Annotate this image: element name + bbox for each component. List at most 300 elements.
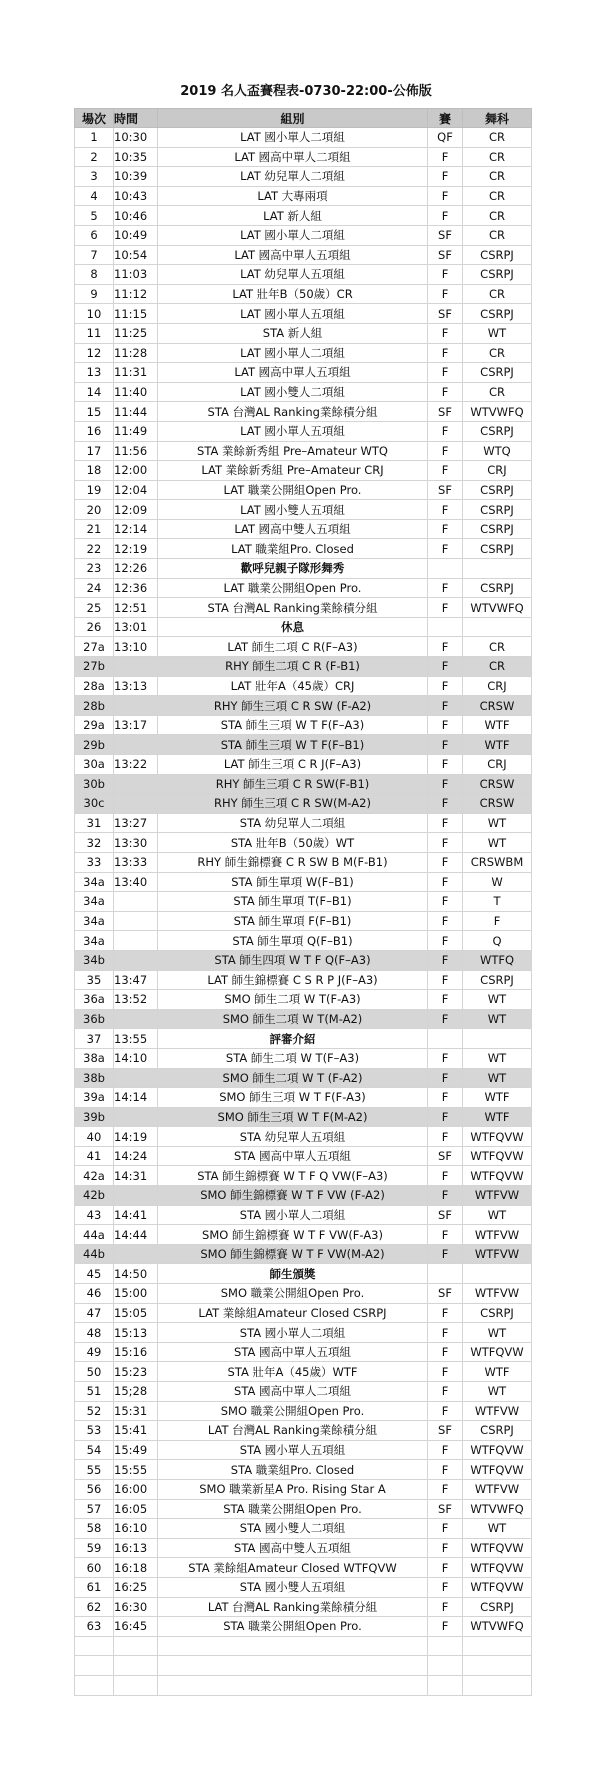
match-round: F (428, 1362, 463, 1382)
match-number: 11 (75, 323, 114, 343)
table-row (75, 363, 532, 383)
match-number: 59 (75, 1538, 114, 1558)
match-round: SF (428, 304, 463, 324)
match-round: F (428, 1519, 463, 1539)
match-dance: WTFQVW (463, 1342, 532, 1362)
match-round: SF (428, 1205, 463, 1225)
table-row (75, 1499, 532, 1519)
match-round: F (428, 755, 463, 775)
table-row (75, 1088, 532, 1108)
match-dance: CSRPJ (463, 245, 532, 265)
table-row (75, 343, 532, 363)
match-group: LAT 國高中單人五項組 (158, 245, 428, 265)
match-dance: WTFVW (463, 1284, 532, 1304)
match-dance: WTFVW (463, 1244, 532, 1264)
match-group: LAT 台灣AL Ranking業餘積分組 (158, 1597, 428, 1617)
match-time: 12:19 (114, 539, 158, 559)
match-dance: F (463, 911, 532, 931)
match-round: QF (428, 128, 463, 148)
table-row (75, 1342, 532, 1362)
match-time (114, 911, 158, 931)
match-round: F (428, 363, 463, 383)
match-dance: WT (463, 1323, 532, 1343)
blank-cell (158, 1636, 428, 1656)
match-round: F (428, 323, 463, 343)
match-group: LAT 國小單人二項組 (158, 343, 428, 363)
match-dance: WTF (463, 1088, 532, 1108)
match-round: F (428, 872, 463, 892)
match-time: 13:55 (114, 1029, 158, 1049)
match-dance: WTFQVW (463, 1146, 532, 1166)
match-number: 25 (75, 598, 114, 618)
match-dance: WTQ (463, 441, 532, 461)
match-number: 42b (75, 1186, 114, 1206)
match-number: 57 (75, 1499, 114, 1519)
match-round: F (428, 735, 463, 755)
table-row (75, 1048, 532, 1068)
match-round (428, 617, 463, 637)
table-row (75, 539, 532, 559)
match-round: F (428, 1166, 463, 1186)
match-number: 15 (75, 402, 114, 422)
match-time: 11:40 (114, 382, 158, 402)
match-group: LAT 幼兒單人二項組 (158, 167, 428, 187)
match-group: RHY 師生錦標賽 C R SW B M(F-B1) (158, 852, 428, 872)
match-round: F (428, 833, 463, 853)
table-row (75, 990, 532, 1010)
match-group: LAT 師生錦標賽 C S R P J(F–A3) (158, 970, 428, 990)
match-round: F (428, 1597, 463, 1617)
table-row (75, 304, 532, 324)
match-group: LAT 職業公開組Open Pro. (158, 480, 428, 500)
match-number: 1 (75, 128, 114, 148)
match-round: F (428, 441, 463, 461)
blank-cell (75, 1636, 114, 1656)
match-number: 46 (75, 1284, 114, 1304)
table-row (75, 480, 532, 500)
match-round: F (428, 1303, 463, 1323)
match-time: 15:13 (114, 1323, 158, 1343)
match-group: LAT 國高中雙人五項組 (158, 519, 428, 539)
match-number: 52 (75, 1401, 114, 1421)
match-time: 16:05 (114, 1499, 158, 1519)
match-number: 36a (75, 990, 114, 1010)
match-dance: WTFQVW (463, 1558, 532, 1578)
match-dance: CSRPJ (463, 265, 532, 285)
match-dance: CSRPJ (463, 500, 532, 520)
table-row (75, 774, 532, 794)
match-time: 13:22 (114, 755, 158, 775)
table-row (75, 950, 532, 970)
match-dance: WTVWFQ (463, 1499, 532, 1519)
match-dance: CRSW (463, 794, 532, 814)
match-time: 13:30 (114, 833, 158, 853)
match-dance: WT (463, 990, 532, 1010)
match-group: 師生頒獎 (158, 1264, 428, 1284)
match-number: 24 (75, 578, 114, 598)
match-number: 56 (75, 1479, 114, 1499)
match-round: F (428, 167, 463, 187)
match-time: 10:39 (114, 167, 158, 187)
match-group: SMO 師生錦標賽 W T F VW(M-A2) (158, 1244, 428, 1264)
match-round: F (428, 382, 463, 402)
match-group: SMO 師生三項 W T F(M-A2) (158, 1107, 428, 1127)
match-dance: T (463, 892, 532, 912)
match-number: 35 (75, 970, 114, 990)
match-round: F (428, 1127, 463, 1147)
table-row (75, 1205, 532, 1225)
match-group: STA 國小單人二項組 (158, 1323, 428, 1343)
match-group: STA 國小雙人五項組 (158, 1577, 428, 1597)
table-row (75, 1597, 532, 1617)
match-group: LAT 壯年B（50歲）CR (158, 284, 428, 304)
match-number: 39b (75, 1107, 114, 1127)
match-time (114, 931, 158, 951)
table-row (75, 735, 532, 755)
match-dance: CRSW (463, 696, 532, 716)
match-round: F (428, 696, 463, 716)
match-time: 13:33 (114, 852, 158, 872)
match-number: 3 (75, 167, 114, 187)
table-row (75, 794, 532, 814)
match-round: F (428, 1401, 463, 1421)
match-time: 10:46 (114, 206, 158, 226)
table-row (75, 382, 532, 402)
table-row (75, 715, 532, 735)
match-time: 14:50 (114, 1264, 158, 1284)
match-round: F (428, 1009, 463, 1029)
match-dance: WT (463, 813, 532, 833)
match-group: STA 台灣AL Ranking業餘積分組 (158, 402, 428, 422)
match-group: STA 壯年B（50歲）WT (158, 833, 428, 853)
table-row (75, 1186, 532, 1206)
blank-cell (114, 1675, 158, 1695)
match-time: 16:10 (114, 1519, 158, 1539)
table-row (75, 167, 532, 187)
match-time (114, 696, 158, 716)
match-group: RHY 師生三項 C R SW(M-A2) (158, 794, 428, 814)
match-dance: CR (463, 382, 532, 402)
match-round: F (428, 794, 463, 814)
match-dance: CRJ (463, 676, 532, 696)
match-time: 13:47 (114, 970, 158, 990)
blank-cell (463, 1675, 532, 1695)
match-number: 30b (75, 774, 114, 794)
match-group: LAT 國高中單人五項組 (158, 363, 428, 383)
match-dance: WT (463, 1048, 532, 1068)
match-time: 14:44 (114, 1225, 158, 1245)
match-group: SMO 師生二項 W T(F-A3) (158, 990, 428, 1010)
match-time: 11:25 (114, 323, 158, 343)
blank-cell (428, 1656, 463, 1676)
match-number: 36b (75, 1009, 114, 1029)
match-time: 10:30 (114, 128, 158, 148)
match-number: 43 (75, 1205, 114, 1225)
table-row (75, 598, 532, 618)
match-time (114, 794, 158, 814)
match-number: 27a (75, 637, 114, 657)
match-group: STA 職業公開組Open Pro. (158, 1617, 428, 1637)
match-number: 30a (75, 755, 114, 775)
match-time: 11:28 (114, 343, 158, 363)
match-group: STA 國高中雙人五項組 (158, 1538, 428, 1558)
match-round: F (428, 931, 463, 951)
match-round: F (428, 1225, 463, 1245)
match-number: 22 (75, 539, 114, 559)
match-time: 15:00 (114, 1284, 158, 1304)
match-number: 20 (75, 500, 114, 520)
match-round: F (428, 1323, 463, 1343)
match-group: 歡呼兒親子隊形舞秀 (158, 559, 428, 579)
match-time (114, 1068, 158, 1088)
table-row (75, 1401, 532, 1421)
match-time: 11:56 (114, 441, 158, 461)
schedule-table (74, 108, 532, 1696)
match-round: SF (428, 1421, 463, 1441)
match-dance: CR (463, 206, 532, 226)
table-row (75, 1166, 532, 1186)
match-group: LAT 國小單人二項組 (158, 225, 428, 245)
match-round: F (428, 1479, 463, 1499)
match-dance: CRSW (463, 774, 532, 794)
match-time: 12:36 (114, 578, 158, 598)
table-row (75, 1538, 532, 1558)
match-dance (463, 1029, 532, 1049)
match-round: F (428, 715, 463, 735)
match-round: F (428, 1460, 463, 1480)
match-round: F (428, 539, 463, 559)
match-group: LAT 大專兩項 (158, 186, 428, 206)
match-round: SF (428, 225, 463, 245)
blank-cell (114, 1636, 158, 1656)
table-row (75, 128, 532, 148)
table-row (75, 852, 532, 872)
match-round: F (428, 1440, 463, 1460)
match-group: LAT 師生二項 C R(F–A3) (158, 637, 428, 657)
match-group: SMO 師生錦標賽 W T F VW (F-A2) (158, 1186, 428, 1206)
match-round (428, 1264, 463, 1284)
table-row (75, 421, 532, 441)
match-dance: WTFVW (463, 1401, 532, 1421)
match-time: 16:30 (114, 1597, 158, 1617)
match-dance: CSRPJ (463, 519, 532, 539)
match-dance: CR (463, 637, 532, 657)
table-row (75, 461, 532, 481)
table-row (75, 206, 532, 226)
match-round (428, 1029, 463, 1049)
match-dance: CR (463, 284, 532, 304)
match-time: 16:18 (114, 1558, 158, 1578)
table-row (75, 833, 532, 853)
match-time: 15:31 (114, 1401, 158, 1421)
match-group: STA 師生單項 F(F–B1) (158, 911, 428, 931)
match-round: F (428, 1558, 463, 1578)
match-dance: CSRPJ (463, 1303, 532, 1323)
match-dance: WT (463, 1205, 532, 1225)
match-number: 34a (75, 872, 114, 892)
match-number: 18 (75, 461, 114, 481)
match-round: F (428, 1186, 463, 1206)
match-number: 17 (75, 441, 114, 461)
match-time: 13:10 (114, 637, 158, 657)
match-dance: WT (463, 1068, 532, 1088)
match-number: 19 (75, 480, 114, 500)
table-row (75, 402, 532, 422)
match-dance: CSRPJ (463, 421, 532, 441)
match-round: F (428, 1244, 463, 1264)
blank-cell (428, 1675, 463, 1695)
match-dance: WTVWFQ (463, 1617, 532, 1637)
table-row (75, 931, 532, 951)
table-row (75, 559, 532, 579)
match-number: 23 (75, 559, 114, 579)
match-group: SMO 職業公開組Open Pro. (158, 1284, 428, 1304)
match-number: 29a (75, 715, 114, 735)
table-row (75, 970, 532, 990)
match-number: 28a (75, 676, 114, 696)
match-dance: CRJ (463, 755, 532, 775)
match-round: SF (428, 402, 463, 422)
match-dance: WTFQVW (463, 1440, 532, 1460)
match-time (114, 774, 158, 794)
match-number: 58 (75, 1519, 114, 1539)
match-time: 11:49 (114, 421, 158, 441)
match-round: F (428, 1068, 463, 1088)
table-row (75, 892, 532, 912)
match-dance: WTFVW (463, 1186, 532, 1206)
table-row (75, 1577, 532, 1597)
match-number: 48 (75, 1323, 114, 1343)
match-time: 14:19 (114, 1127, 158, 1147)
table-row (75, 1382, 532, 1402)
match-group: STA 國小單人二項組 (158, 1205, 428, 1225)
header-dance: 舞科 (463, 109, 532, 128)
match-dance (463, 559, 532, 579)
table-row (75, 1009, 532, 1029)
match-time: 15:05 (114, 1303, 158, 1323)
match-time: 13:52 (114, 990, 158, 1010)
match-time (114, 950, 158, 970)
match-time: 12:04 (114, 480, 158, 500)
match-dance: CSRPJ (463, 970, 532, 990)
match-dance: WTVWFQ (463, 598, 532, 618)
table-row (75, 245, 532, 265)
match-group: STA 幼兒單人二項組 (158, 813, 428, 833)
match-number: 26 (75, 617, 114, 637)
match-group: STA 職業公開組Open Pro. (158, 1499, 428, 1519)
match-dance: CRSWBM (463, 852, 532, 872)
table-row (75, 1146, 532, 1166)
match-number: 4 (75, 186, 114, 206)
match-round: F (428, 676, 463, 696)
match-time: 12:00 (114, 461, 158, 481)
match-number: 9 (75, 284, 114, 304)
blank-cell (75, 1675, 114, 1695)
match-dance: WTF (463, 1362, 532, 1382)
match-time: 15:16 (114, 1342, 158, 1362)
match-round: F (428, 657, 463, 677)
match-group: SMO 職業公開組Open Pro. (158, 1401, 428, 1421)
match-group: LAT 幼兒單人五項組 (158, 265, 428, 285)
match-time: 12:09 (114, 500, 158, 520)
match-number: 63 (75, 1617, 114, 1637)
match-round: F (428, 774, 463, 794)
match-group: RHY 師生二項 C R (F-B1) (158, 657, 428, 677)
match-round: F (428, 1048, 463, 1068)
blank-cell (428, 1636, 463, 1656)
match-number: 44a (75, 1225, 114, 1245)
match-number: 62 (75, 1597, 114, 1617)
match-dance: CSRPJ (463, 539, 532, 559)
match-dance: WTFQ (463, 950, 532, 970)
match-dance: CR (463, 343, 532, 363)
match-number: 30c (75, 794, 114, 814)
match-group: SMO 師生錦標賽 W T F VW(F-A3) (158, 1225, 428, 1245)
match-dance: WT (463, 1009, 532, 1029)
match-time: 11:03 (114, 265, 158, 285)
match-dance: CSRPJ (463, 304, 532, 324)
table-row (75, 1362, 532, 1382)
match-number: 54 (75, 1440, 114, 1460)
match-dance: CSRPJ (463, 363, 532, 383)
match-number: 31 (75, 813, 114, 833)
table-row (75, 1617, 532, 1637)
table-row (75, 755, 532, 775)
match-time (114, 1244, 158, 1264)
match-number: 60 (75, 1558, 114, 1578)
match-time: 13:13 (114, 676, 158, 696)
match-time: 11:15 (114, 304, 158, 324)
table-row (75, 1479, 532, 1499)
match-number: 6 (75, 225, 114, 245)
match-dance: WT (463, 1519, 532, 1539)
match-number: 45 (75, 1264, 114, 1284)
match-group: LAT 壯年A（45歲）CRJ (158, 676, 428, 696)
match-time: 16:45 (114, 1617, 158, 1637)
match-dance: WTFVW (463, 1225, 532, 1245)
match-number: 8 (75, 265, 114, 285)
match-round: F (428, 892, 463, 912)
match-time: 10:54 (114, 245, 158, 265)
match-time (114, 1186, 158, 1206)
match-time: 12:51 (114, 598, 158, 618)
table-row (75, 1127, 532, 1147)
match-number: 14 (75, 382, 114, 402)
match-round: SF (428, 245, 463, 265)
match-dance: CR (463, 128, 532, 148)
match-number: 32 (75, 833, 114, 853)
match-group: 評審介紹 (158, 1029, 428, 1049)
match-number: 28b (75, 696, 114, 716)
match-dance: WTFVW (463, 1479, 532, 1499)
table-row (75, 1460, 532, 1480)
blank-cell (158, 1656, 428, 1676)
match-group: STA 國高中單人五項組 (158, 1146, 428, 1166)
match-time (114, 892, 158, 912)
match-round: F (428, 1382, 463, 1402)
table-row (75, 323, 532, 343)
match-group: STA 師生錦標賽 W T F Q VW(F–A3) (158, 1166, 428, 1186)
header-time: 時間 (114, 109, 158, 128)
match-round: F (428, 147, 463, 167)
match-time: 14:14 (114, 1088, 158, 1108)
table-row (75, 1107, 532, 1127)
match-number: 41 (75, 1146, 114, 1166)
match-time: 15:41 (114, 1421, 158, 1441)
match-time: 16:13 (114, 1538, 158, 1558)
match-number: 29b (75, 735, 114, 755)
match-dance: CR (463, 147, 532, 167)
